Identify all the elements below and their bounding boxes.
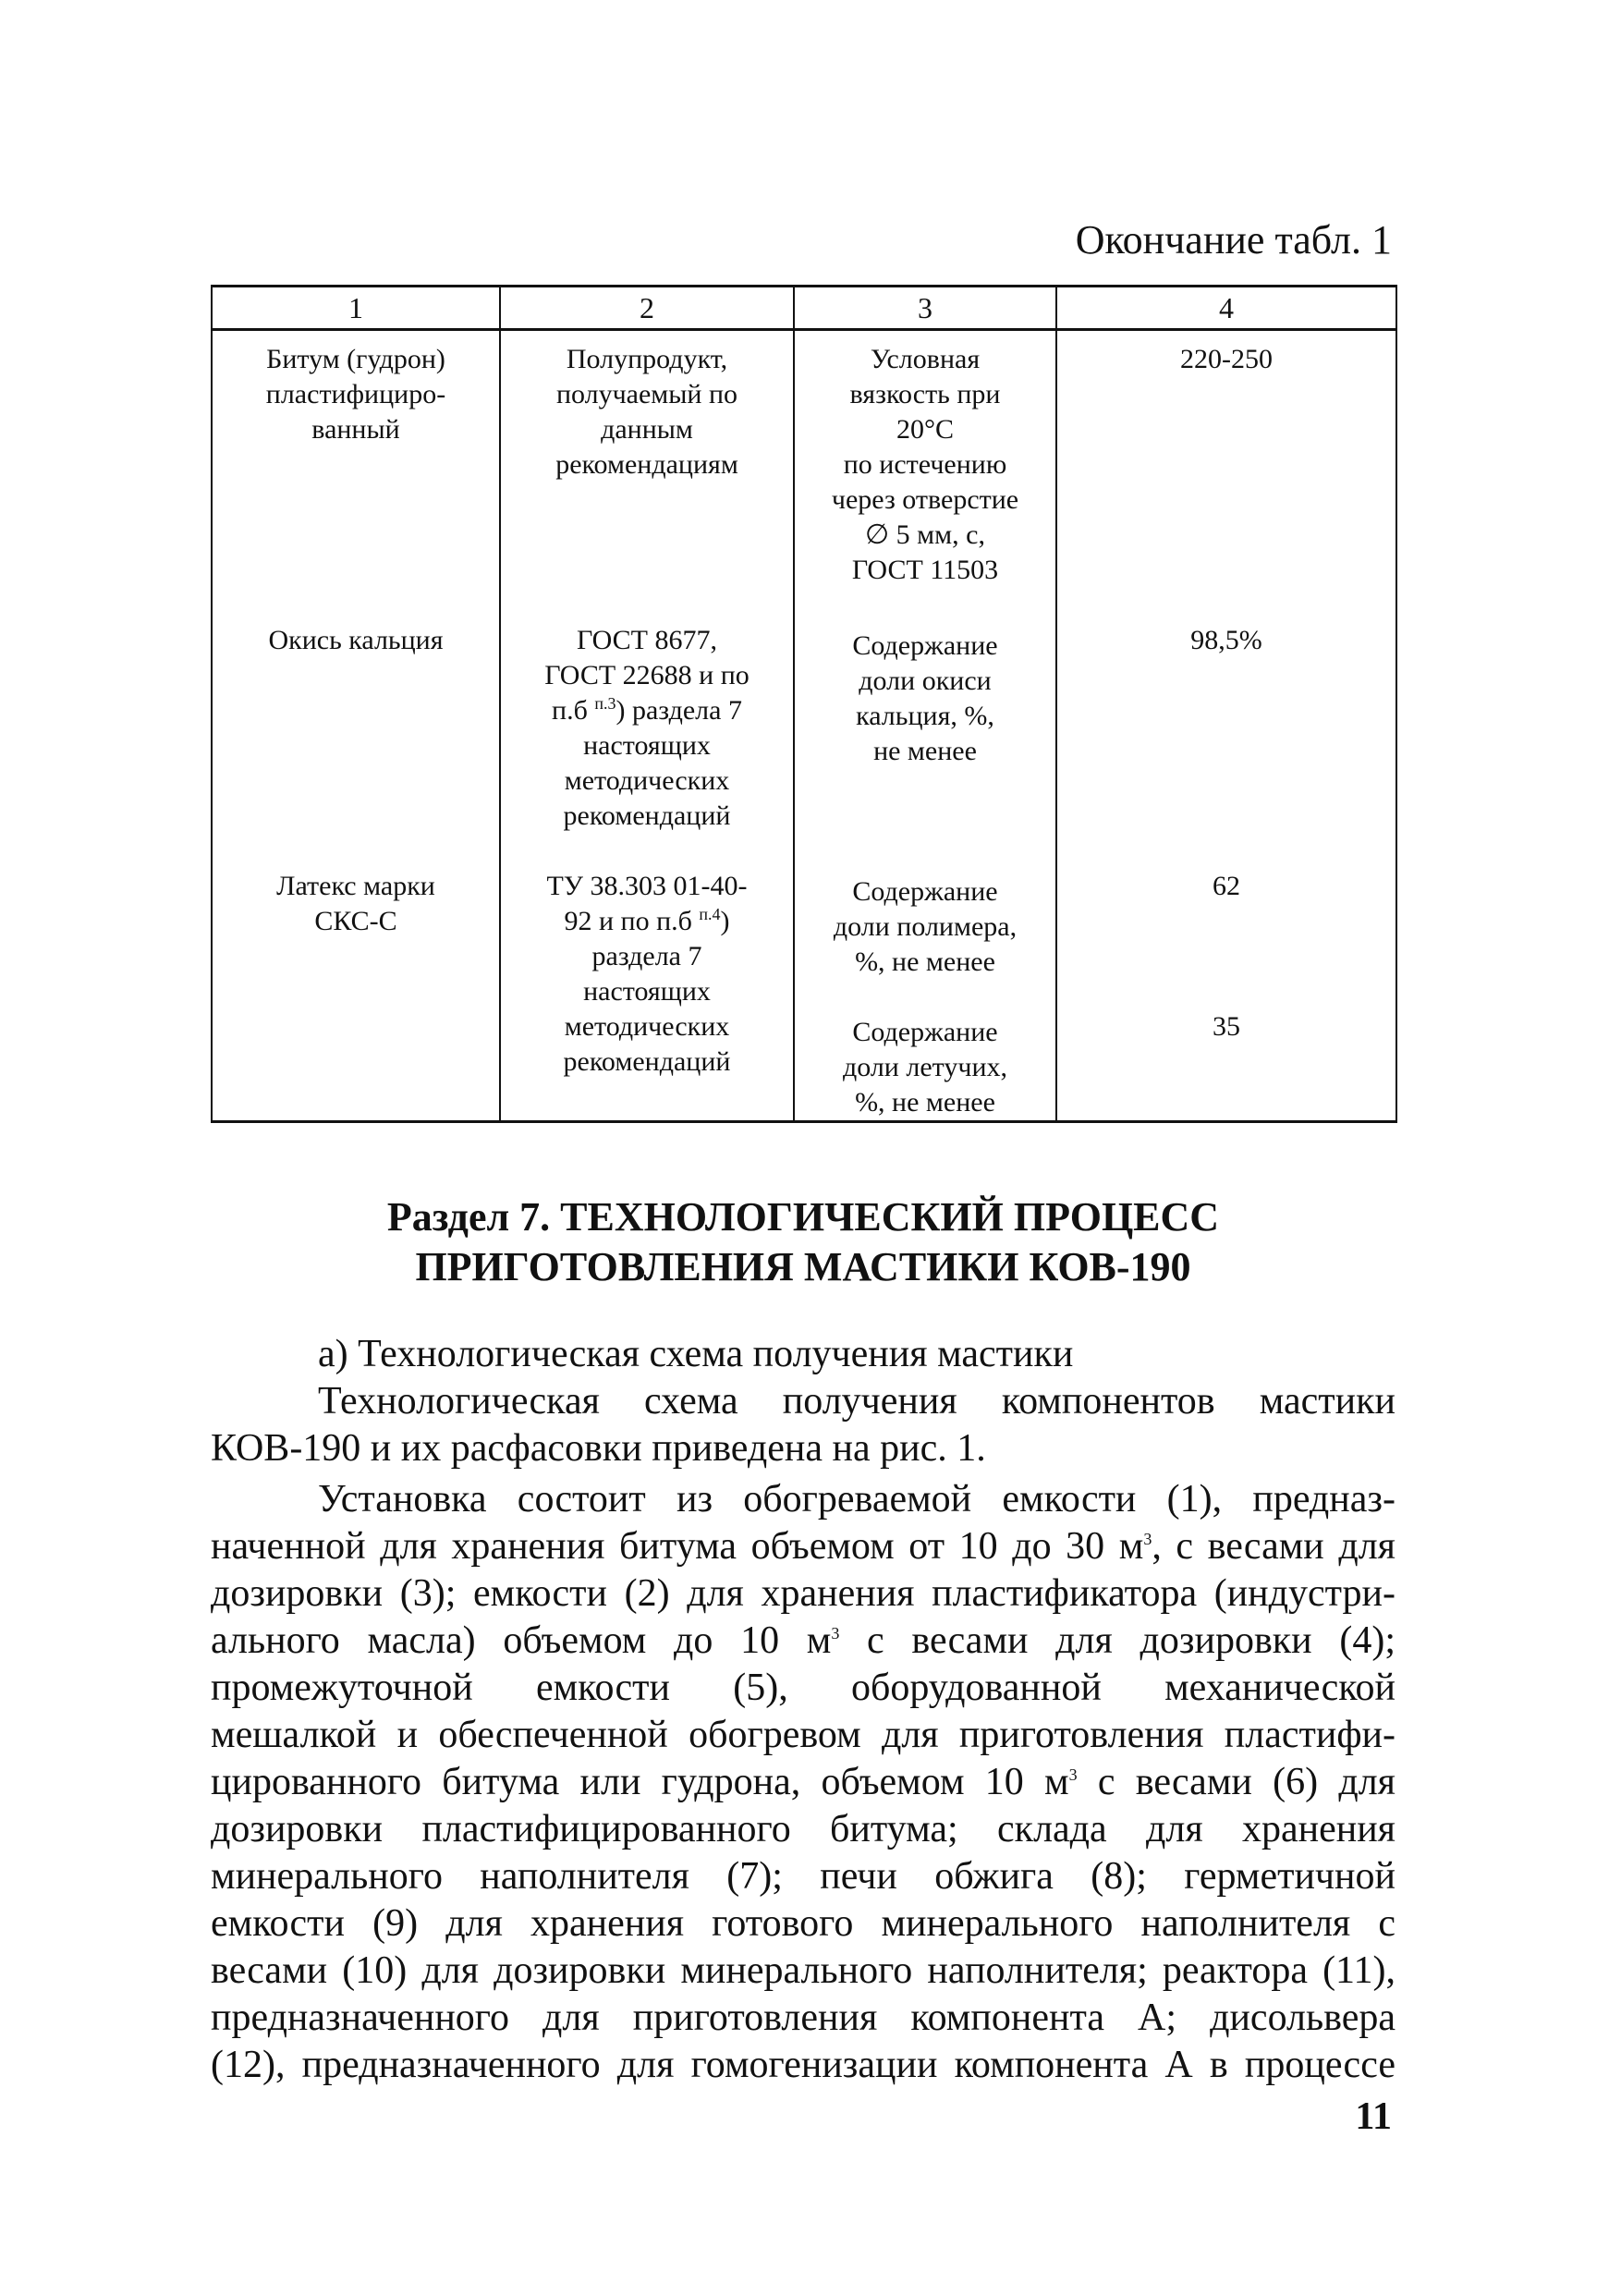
- table-row: [212, 330, 1396, 624]
- standard-cell: ТУ 38.303 01-40- 92 и по п.б $^{п.4}$) раздела 7 настоящих методических рекомендаций: [500, 869, 794, 1122]
- subheading: а) Технологическая схема получения мастики: [318, 1333, 1074, 1375]
- paragraph-line: КОВ-190 и их расфасовки приведена на рис. 1.: [211, 1427, 986, 1470]
- parameter-cell: Содержание доли окиси кальция, %, не менее: [794, 623, 1056, 869]
- paragraph-line: Установка состоит из обогреваемой емкости (1), предназ-: [318, 1478, 1396, 1520]
- paragraph-line: дозировки (3); емкости (2) для хранения пластификатора (индустри-: [211, 1572, 1396, 1615]
- parameter-cell: Содержание доли полимера, %, не менее Содержание доли летучих, %, не менее: [794, 869, 1056, 1122]
- table-caption: Окончание табл. 1: [1075, 217, 1392, 263]
- paragraph-line: промежуточной емкости (5), оборудованной механической: [211, 1667, 1396, 1709]
- value-cell: 98,5%: [1056, 623, 1396, 869]
- table-header-row: [212, 287, 1396, 330]
- material-name-cell: Окись кальция: [212, 623, 500, 869]
- paragraph-line: ального масла) объемом до 10 $м^3$ с весами для дозировки (4);: [211, 1619, 1396, 1662]
- body-text: [211, 1331, 1396, 2089]
- paragraph-line: минерального наполнителя (7); печи обжига (8); герметичной: [211, 1855, 1396, 1898]
- paragraph-line: (12), предназначенного для гомогенизации компонента А в процессе: [211, 2044, 1396, 2086]
- parameter-cell: Условная вязкость при 20°С по истечению через отверстие ∅ 5 мм, с, ГОСТ 11503: [794, 330, 1056, 624]
- header-cell: 4: [1056, 287, 1396, 330]
- page-number: 11: [1355, 2095, 1392, 2138]
- header-cell: 2: [500, 287, 794, 330]
- header-cell: 1: [212, 287, 500, 330]
- material-name-cell: Битум (гудрон) пластифициро- ванный: [212, 330, 500, 624]
- paragraph-line: наченной для хранения битума объемом от 10 до 30 $м^3$, с весами для: [211, 1525, 1396, 1568]
- value-cell: 62 35: [1056, 869, 1396, 1122]
- paragraph-line: дозировки пластифицированного битума; склада для хранения: [211, 1808, 1396, 1850]
- footnote-ref: п.3: [594, 694, 616, 713]
- standard-cell: Полупродукт, получаемый по данным рекомендациям: [500, 330, 794, 624]
- value-cell: 220-250: [1056, 330, 1396, 624]
- material-name-cell: Латекс марки СКС-С: [212, 869, 500, 1122]
- header-cell: 3: [794, 287, 1056, 330]
- table-row: [212, 869, 1396, 1122]
- paragraph-line: Технологическая схема получения компонентов мастики: [318, 1380, 1396, 1423]
- section-title: Раздел 7. ТЕХНОЛОГИЧЕСКИЙ ПРОЦЕСС ПРИГОТОВЛЕНИЯ МАСТИКИ КОВ-190: [386, 1194, 1220, 1289]
- paragraph-line: мешалкой и обеспеченной обогревом для приготовления пластифи-: [211, 1714, 1396, 1756]
- footnote-ref: п.4: [699, 905, 721, 923]
- table-row: [212, 623, 1396, 869]
- paragraph-line: емкости (9) для хранения готового минерального наполнителя с: [211, 1902, 1396, 1945]
- standard-cell: ГОСТ 8677, ГОСТ 22688 и по п.б $^{п.3}$) раздела 7 настоящих методических рекомендаций: [500, 623, 794, 869]
- paragraph-line: цированного битума или гудрона, объемом 10 $м^3$ с весами (6) для: [211, 1761, 1396, 1803]
- materials-table: [211, 285, 1397, 1123]
- paragraph-line: предназначенного для приготовления компонента А; дисольвера: [211, 1997, 1396, 2039]
- paragraph-line: весами (10) для дозировки минерального наполнителя; реактора (11),: [211, 1949, 1396, 1992]
